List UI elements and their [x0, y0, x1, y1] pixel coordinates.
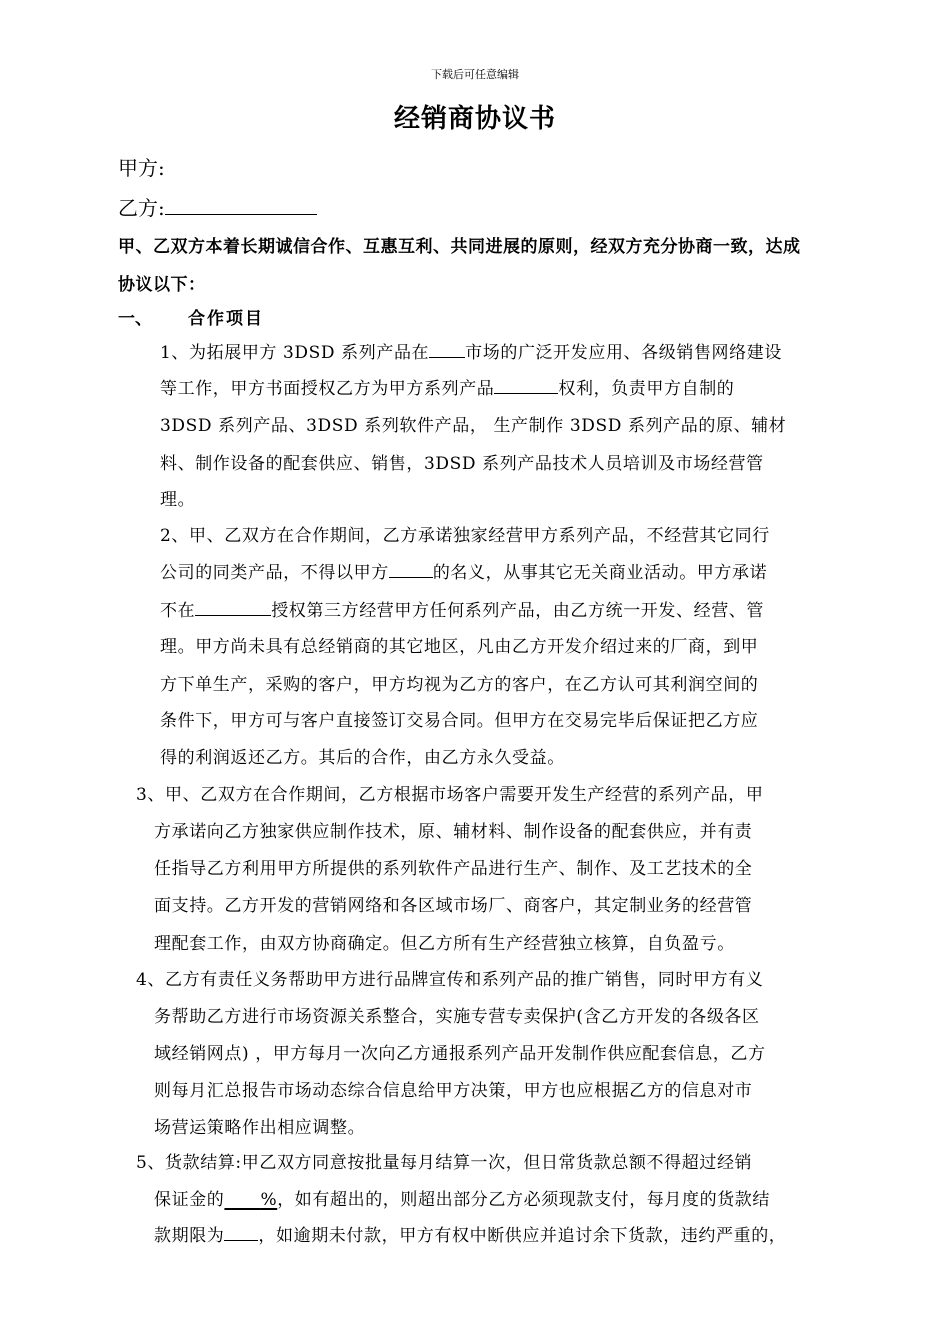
section-title: 合作项目 [188, 309, 264, 329]
clause1-text: 市场的广泛开发应用、各级销售网络建设 [465, 343, 782, 363]
clause4-line-1: 4、乙方有责任义务帮助甲方进行品牌宣传和系列产品的推广销售，同时甲方有义 [136, 970, 764, 990]
clause4-line-5: 场营运策略作出相应调整。 [154, 1118, 366, 1138]
clause2-line-7: 得的利润返还乙方。其后的合作，由乙方永久受益。 [160, 748, 565, 768]
clause2-line-6: 条件下，甲方可与客户直接签订交易合同。但甲方在交易完毕后保证把乙方应 [160, 711, 759, 731]
section-number: 一、 [118, 309, 152, 329]
clause3-line-2: 方承诺向乙方独家供应制作技术，原、辅材料、制作设备的配套供应，并有责 [154, 822, 753, 842]
clause3-line-3: 任指导乙方利用甲方所提供的系列软件产品进行生产、制作、及工艺技术的全 [154, 859, 753, 879]
party-b-label: 乙方: [118, 196, 165, 220]
clause5-text: ，如逾期未付款，甲方有权中断供应并追讨余下货款，违约严重的， [258, 1226, 787, 1246]
party-a-label: 甲方: [118, 156, 165, 180]
clause1-line-4: 料、制作设备的配套供应、销售，3DSD 系列产品技术人员培训及市场经营管 [160, 454, 764, 474]
blank-name [389, 561, 433, 578]
clause2-line-2 [160, 558, 767, 583]
clause1-line-3: 3DSD 系列产品、3DSD 系列软件产品， 生产制作 3DSD 系列产品的原、辅材 [160, 416, 787, 436]
party-a-line [118, 152, 165, 181]
clause1-text: 等工作，甲方书面授权乙方为甲方系列产品 [160, 379, 495, 399]
clause2-text: 不在 [160, 601, 196, 621]
clause1-line-1 [160, 338, 782, 363]
clause4-line-2: 务帮助乙方进行市场资源关系整合，实施专营专卖保护(含乙方开发的各级各区 [154, 1007, 760, 1027]
clause5-text: 保证金的 [154, 1190, 225, 1210]
intro-line-1: 甲、乙双方本着长期诚信合作、互惠互利、共同进展的原则，经双方充分协商一致，达成 [118, 237, 801, 257]
clause1-line-5: 理。 [160, 490, 196, 510]
clause2-text: 的名义，从事其它无关商业活动。甲方承诺 [432, 563, 768, 583]
document-title: 经销商协议书 [393, 104, 556, 134]
blank-region [195, 599, 271, 616]
clause5-text: ，如有超出的，则超出部分乙方必须现款支付，每月度的货款结 [277, 1190, 771, 1210]
clause2-line-4: 理。甲方尚未具有总经销商的其它地区，凡由乙方开发介绍过来的厂商，到甲 [160, 637, 759, 657]
clause2-line-5: 方下单生产，采购的客户，甲方均视为乙方的客户，在乙方认可其利润空间的 [160, 675, 759, 695]
clause4-line-3: 域经销网点) ，甲方每月一次向乙方通报系列产品开发制作供应配套信息，乙方 [154, 1044, 766, 1064]
intro-line-2: 协议以下： [118, 275, 206, 295]
clause2-text: 公司的同类产品，不得以甲方 [160, 563, 389, 583]
clause5-line-2 [154, 1185, 770, 1210]
clause3-line-4: 面支持。乙方开发的营销网络和各区域市场厂、商客户，其定制业务的经营管 [154, 896, 753, 916]
clause5-text: 款期限为 [154, 1226, 225, 1246]
party-b-blank [165, 196, 317, 215]
clause1-text: 1、为拓展甲方 3DSD 系列产品在 [160, 343, 430, 363]
clause2-text: 授权第三方经营甲方任何系列产品，由乙方统一开发、经营、管 [271, 601, 765, 621]
blank-payment-term [224, 1224, 258, 1241]
clause2-line-1: 2、甲、乙双方在合作期间，乙方承诺独家经营甲方系列产品，不经营其它同行 [160, 526, 770, 546]
clause1-text: 权利，负责甲方自制的 [558, 379, 735, 399]
clause3-line-5: 理配套工作，由双方协商确定。但乙方所有生产经营独立核算，自负盈亏。 [154, 934, 735, 954]
percent-sign: % [260, 1190, 278, 1210]
clause4-line-4: 则每月汇总报告市场动态综合信息给甲方决策，甲方也应根据乙方的信息对市 [154, 1081, 753, 1101]
header-note: 下载后可任意编辑 [431, 68, 519, 81]
clause2-line-3 [160, 596, 764, 621]
clause3-line-1: 3、甲、乙双方在合作期间，乙方根据市场客户需要开发生产经营的系列产品，甲 [136, 785, 764, 805]
clause5-line-1: 5、货款结算:甲乙双方同意按批量每月结算一次，但日常货款总额不得超过经销 [136, 1153, 753, 1173]
blank-market [429, 341, 465, 358]
deposit-percent-blank [224, 1190, 277, 1210]
clause5-line-3 [154, 1221, 786, 1246]
blank-right [494, 377, 558, 394]
clause1-line-2 [160, 374, 734, 399]
party-b-line [118, 192, 317, 221]
